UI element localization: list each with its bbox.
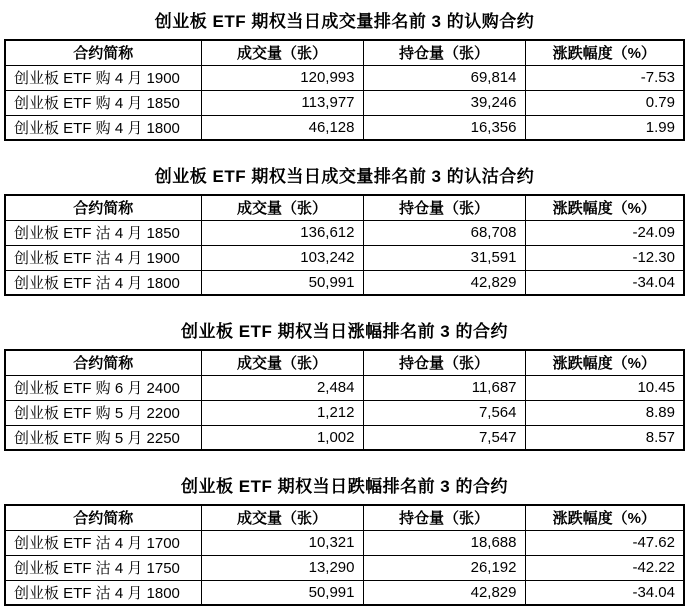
open-interest-cell: 42,829 xyxy=(363,270,525,295)
volume-cell: 113,977 xyxy=(201,90,363,115)
change-pct-cell: 8.89 xyxy=(525,400,684,425)
section-title: 创业板 ETF 期权当日成交量排名前 3 的认购合约 xyxy=(154,12,535,31)
change-pct-cell: -7.53 xyxy=(525,65,684,90)
column-header-change-pct: 涨跌幅度（%） xyxy=(525,195,684,220)
change-pct-cell: 0.79 xyxy=(525,90,684,115)
contract-name-cell: 创业板 ETF 购 6 月 2400 xyxy=(5,375,201,400)
column-header-contract-name: 合约简称 xyxy=(5,40,201,65)
open-interest-cell: 42,829 xyxy=(363,580,525,605)
open-interest-cell: 11,687 xyxy=(363,375,525,400)
table-row xyxy=(5,530,684,555)
open-interest-cell: 18,688 xyxy=(363,530,525,555)
open-interest-cell: 16,356 xyxy=(363,115,525,140)
contract-name-cell: 创业板 ETF 购 5 月 2250 xyxy=(5,425,201,450)
section-top-volume-puts xyxy=(0,162,689,296)
table-row xyxy=(5,90,684,115)
table-top-losers xyxy=(4,504,685,606)
volume-cell: 10,321 xyxy=(201,530,363,555)
table-row xyxy=(5,245,684,270)
table-header-row xyxy=(5,505,684,530)
column-header-open-interest: 持仓量（张） xyxy=(363,40,525,65)
change-pct-cell: 1.99 xyxy=(525,115,684,140)
change-pct-cell: 8.57 xyxy=(525,425,684,450)
volume-cell: 50,991 xyxy=(201,580,363,605)
column-header-open-interest: 持仓量（张） xyxy=(363,350,525,375)
volume-cell: 120,993 xyxy=(201,65,363,90)
volume-cell: 50,991 xyxy=(201,270,363,295)
column-header-contract-name: 合约简称 xyxy=(5,195,201,220)
change-pct-cell: -42.22 xyxy=(525,555,684,580)
table-top-volume-puts xyxy=(4,194,685,296)
table-row xyxy=(5,375,684,400)
change-pct-cell: -34.04 xyxy=(525,270,684,295)
column-header-volume: 成交量（张） xyxy=(201,505,363,530)
table-top-volume-calls xyxy=(4,39,685,141)
table-header-row xyxy=(5,40,684,65)
column-header-contract-name: 合约简称 xyxy=(5,350,201,375)
table-row xyxy=(5,555,684,580)
table-row xyxy=(5,65,684,90)
table-row xyxy=(5,580,684,605)
table-header-row xyxy=(5,195,684,220)
column-header-open-interest: 持仓量（张） xyxy=(363,195,525,220)
contract-name-cell: 创业板 ETF 沽 4 月 1850 xyxy=(5,220,201,245)
open-interest-cell: 31,591 xyxy=(363,245,525,270)
volume-cell: 1,212 xyxy=(201,400,363,425)
table-row xyxy=(5,400,684,425)
column-header-change-pct: 涨跌幅度（%） xyxy=(525,40,684,65)
contract-name-cell: 创业板 ETF 购 4 月 1900 xyxy=(5,65,201,90)
volume-cell: 103,242 xyxy=(201,245,363,270)
volume-cell: 136,612 xyxy=(201,220,363,245)
volume-cell: 2,484 xyxy=(201,375,363,400)
column-header-open-interest: 持仓量（张） xyxy=(363,505,525,530)
open-interest-cell: 69,814 xyxy=(363,65,525,90)
contract-name-cell: 创业板 ETF 沽 4 月 1900 xyxy=(5,245,201,270)
column-header-change-pct: 涨跌幅度（%） xyxy=(525,350,684,375)
volume-cell: 13,290 xyxy=(201,555,363,580)
change-pct-cell: 10.45 xyxy=(525,375,684,400)
table-row xyxy=(5,270,684,295)
change-pct-cell: -47.62 xyxy=(525,530,684,555)
table-top-gainers xyxy=(4,349,685,451)
column-header-volume: 成交量（张） xyxy=(201,40,363,65)
section-top-losers xyxy=(0,472,689,606)
contract-name-cell: 创业板 ETF 购 4 月 1850 xyxy=(5,90,201,115)
open-interest-cell: 68,708 xyxy=(363,220,525,245)
open-interest-cell: 26,192 xyxy=(363,555,525,580)
contract-name-cell: 创业板 ETF 沽 4 月 1750 xyxy=(5,555,201,580)
open-interest-cell: 7,564 xyxy=(363,400,525,425)
table-row xyxy=(5,220,684,245)
table-row xyxy=(5,115,684,140)
section-title: 创业板 ETF 期权当日成交量排名前 3 的认沽合约 xyxy=(154,167,535,186)
change-pct-cell: -24.09 xyxy=(525,220,684,245)
contract-name-cell: 创业板 ETF 沽 4 月 1800 xyxy=(5,580,201,605)
column-header-contract-name: 合约简称 xyxy=(5,505,201,530)
change-pct-cell: -12.30 xyxy=(525,245,684,270)
column-header-change-pct: 涨跌幅度（%） xyxy=(525,505,684,530)
contract-name-cell: 创业板 ETF 购 4 月 1800 xyxy=(5,115,201,140)
column-header-volume: 成交量（张） xyxy=(201,350,363,375)
open-interest-cell: 39,246 xyxy=(363,90,525,115)
table-header-row xyxy=(5,350,684,375)
volume-cell: 46,128 xyxy=(201,115,363,140)
table-row xyxy=(5,425,684,450)
section-top-volume-calls xyxy=(0,7,689,141)
contract-name-cell: 创业板 ETF 沽 4 月 1700 xyxy=(5,530,201,555)
section-title: 创业板 ETF 期权当日跌幅排名前 3 的合约 xyxy=(181,477,508,496)
change-pct-cell: -34.04 xyxy=(525,580,684,605)
volume-cell: 1,002 xyxy=(201,425,363,450)
column-header-volume: 成交量（张） xyxy=(201,195,363,220)
contract-name-cell: 创业板 ETF 购 5 月 2200 xyxy=(5,400,201,425)
contract-name-cell: 创业板 ETF 沽 4 月 1800 xyxy=(5,270,201,295)
open-interest-cell: 7,547 xyxy=(363,425,525,450)
section-top-gainers xyxy=(0,317,689,451)
section-title: 创业板 ETF 期权当日涨幅排名前 3 的合约 xyxy=(181,322,508,341)
